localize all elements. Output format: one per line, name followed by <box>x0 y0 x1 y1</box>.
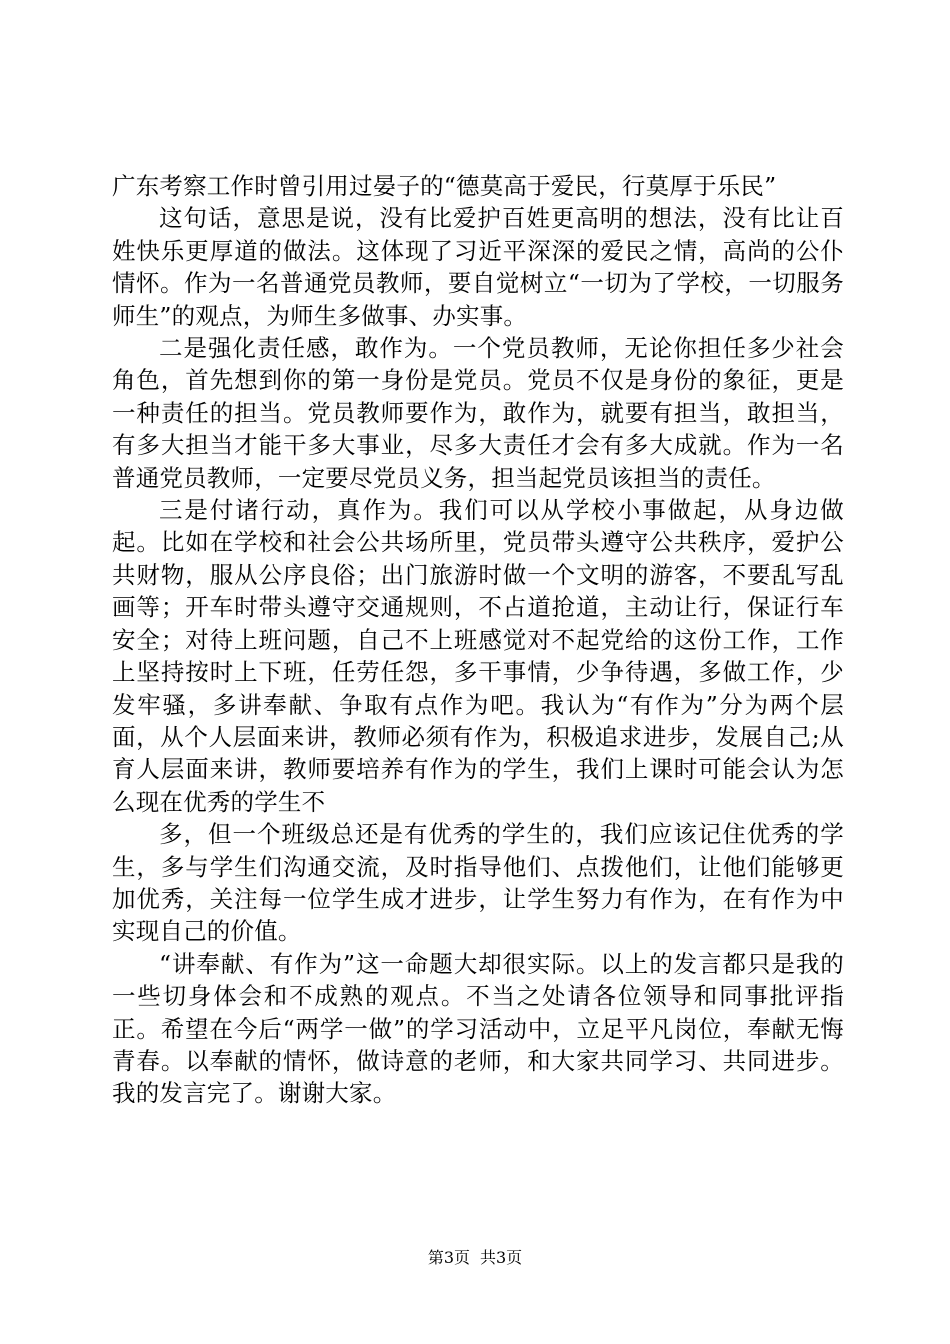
paragraph-6: “讲奉献、有作为”这一命题大却很实际。以上的发言都只是我的一些切身体会和不成熟的观点。不当之处请各位领导和同事批评指正。希望在今后“两学一做”的学习活动中，立足平凡岗位，奉献无悔青春。以奉献的情怀，做诗意的老师，和大家共同学习、共同进步。我的发言完了。谢谢大家。 <box>112 949 844 1108</box>
page-footer <box>0 1245 950 1268</box>
paragraph-2: 这句话，意思是说，没有比爱护百姓更高明的想法，没有比让百姓快乐更厚道的做法。这体现了习近平深深的爱民之情，高尚的公仆情怀。作为一名普通党员教师，要自觉树立“一切为了学校，一切服务师生”的观点，为师生多做事、办实事。 <box>112 204 844 330</box>
document-body <box>112 170 844 1110</box>
paragraph-5: 多，但一个班级总还是有优秀的学生的，我们应该记住优秀的学生，多与学生们沟通交流，及时指导他们、点拨他们，让他们能够更加优秀，关注每一位学生成才进步，让学生努力有作为，在有作为中实现自己的价值。 <box>112 820 844 946</box>
page-number-total: 共3页 <box>480 1248 523 1267</box>
page-number-current: 第3页 <box>427 1248 470 1267</box>
paragraph-1: 广东考察工作时曾引用过晏子的“德莫高于爱民，行莫厚于乐民” <box>112 172 777 200</box>
paragraph-3: 二是强化责任感，敢作为。一个党员教师，无论你担任多少社会角色，首先想到你的第一身份是党员。党员不仅是身份的象征，更是一种责任的担当。党员教师要作为，敢作为，就要有担当，敢担当，有多大担当才能干多大事业，尽多大责任才会有多大成就。作为一名普通党员教师，一定要尽党员义务，担当起党员该担当的责任。 <box>112 334 844 492</box>
paragraph-4: 三是付诸行动，真作为。我们可以从学校小事做起，从身边做起。比如在学校和社会公共场所里，党员带头遵守公共秩序，爱护公共财物，服从公序良俗；出门旅游时做一个文明的游客，不要乱写乱画等；开车时带头遵守交通规则，不占道抢道，主动让行，保证行车安全；对待上班问题，自己不上班感觉对不起党给的这份工作，工作上坚持按时上下班，任劳任怨，多干事情，少争待遇，多做工作，少发牢骚，多讲奉献、争取有点作为吧。我认为“有作为”分为两个层面，从个人层面来讲，教师必须有作为，积极追求进步，发展自己;从育人层面来讲，教师要培养有作为的学生，我们上课时可能会认为怎么现在优秀的学生不 <box>112 496 844 816</box>
